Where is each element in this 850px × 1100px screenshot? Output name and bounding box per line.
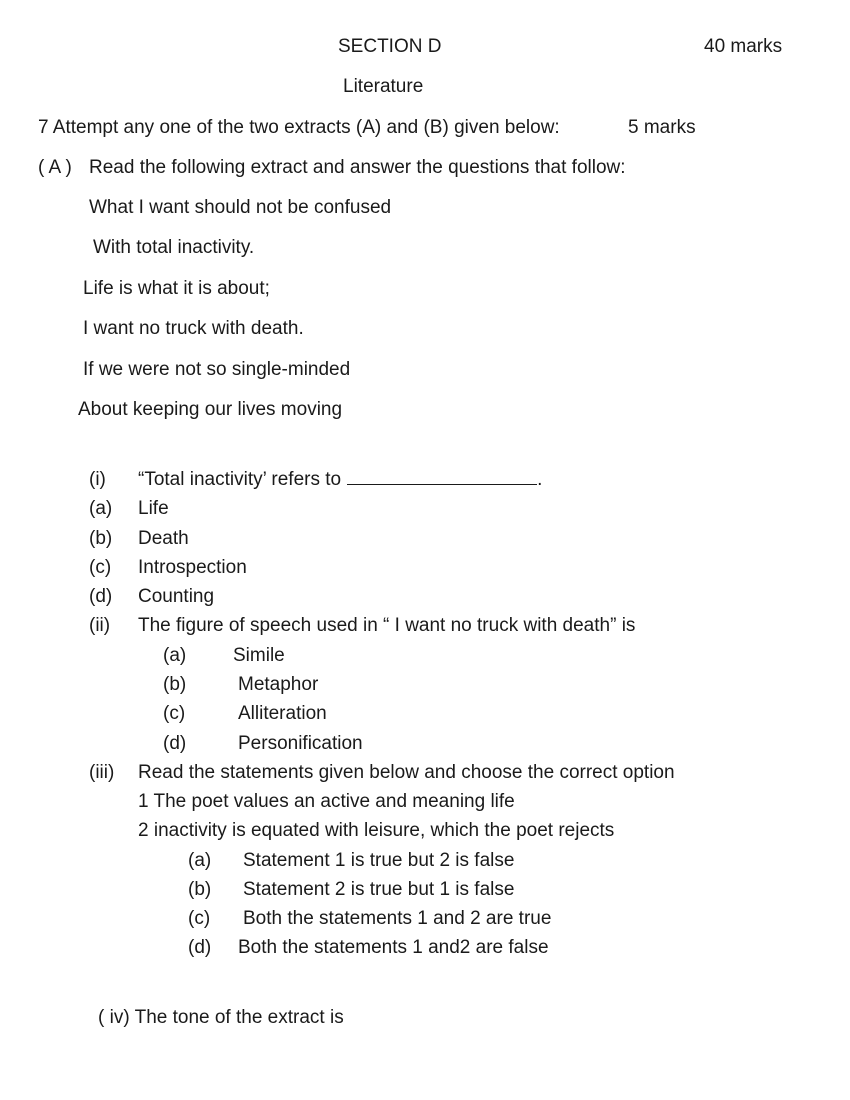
q2-text: The figure of speech used in “ I want no truck with death” is [138,615,636,636]
q1-prompt: “Total inactivity’ refers to [138,469,342,490]
option-text: Simile [233,645,285,666]
option-label: (d) [89,586,113,607]
option-text: Life [138,498,169,519]
poem-line: About keeping our lives moving [78,399,343,420]
option-label: (c) [89,557,112,578]
poem-line: Life is what it is about; [83,278,270,299]
option-text: Alliteration [238,703,327,724]
option-text: Statement 2 is true but 1 is false [243,879,515,900]
question-marks: 5 marks [628,117,696,138]
option-text: Metaphor [238,674,319,695]
answer-blank [347,470,537,485]
statement: 1 The poet values an active and meaning life [138,791,515,812]
option-label: (a) [163,645,187,666]
option-label: (d) [163,733,187,754]
option-label: (b) [163,674,187,695]
section-marks: 40 marks [704,36,783,57]
question-instruction: 7 Attempt any one of the two extracts (A) and (B) given below: [38,117,560,138]
option-label: (d) [188,937,212,958]
q1-end: . [537,469,543,490]
section-title: SECTION D [338,36,442,57]
q3-number: (iii) [89,762,115,783]
poem-line: With total inactivity. [93,237,255,258]
q3-text: Read the statements given below and choose the correct option [138,762,675,783]
part-instruction: Read the following extract and answer the questions that follow: [89,157,626,178]
statement: 2 inactivity is equated with leisure, which the poet rejects [138,820,615,841]
q4-text: ( iv) The tone of the extract is [98,1007,344,1028]
q1-number: (i) [89,469,106,490]
option-label: (a) [89,498,113,519]
q2-number: (ii) [89,615,111,636]
poem-line: What I want should not be confused [89,197,392,218]
option-label: (b) [89,528,113,549]
option-text: Both the statements 1 and2 are false [238,937,549,958]
option-label: (c) [188,908,211,929]
option-text: Both the statements 1 and 2 are true [243,908,552,929]
subject-title: Literature [343,76,424,97]
option-text: Introspection [138,557,247,578]
part-label: ( A ) [38,157,72,178]
option-label: (c) [163,703,186,724]
option-text: Counting [138,586,215,607]
option-label: (a) [188,850,212,871]
option-label: (b) [188,879,212,900]
option-text: Personification [238,733,363,754]
option-text: Death [138,528,189,549]
poem-line: If we were not so single-minded [83,359,351,380]
q1-text [138,470,542,489]
option-text: Statement 1 is true but 2 is false [243,850,515,871]
poem-line: I want no truck with death. [83,318,304,339]
